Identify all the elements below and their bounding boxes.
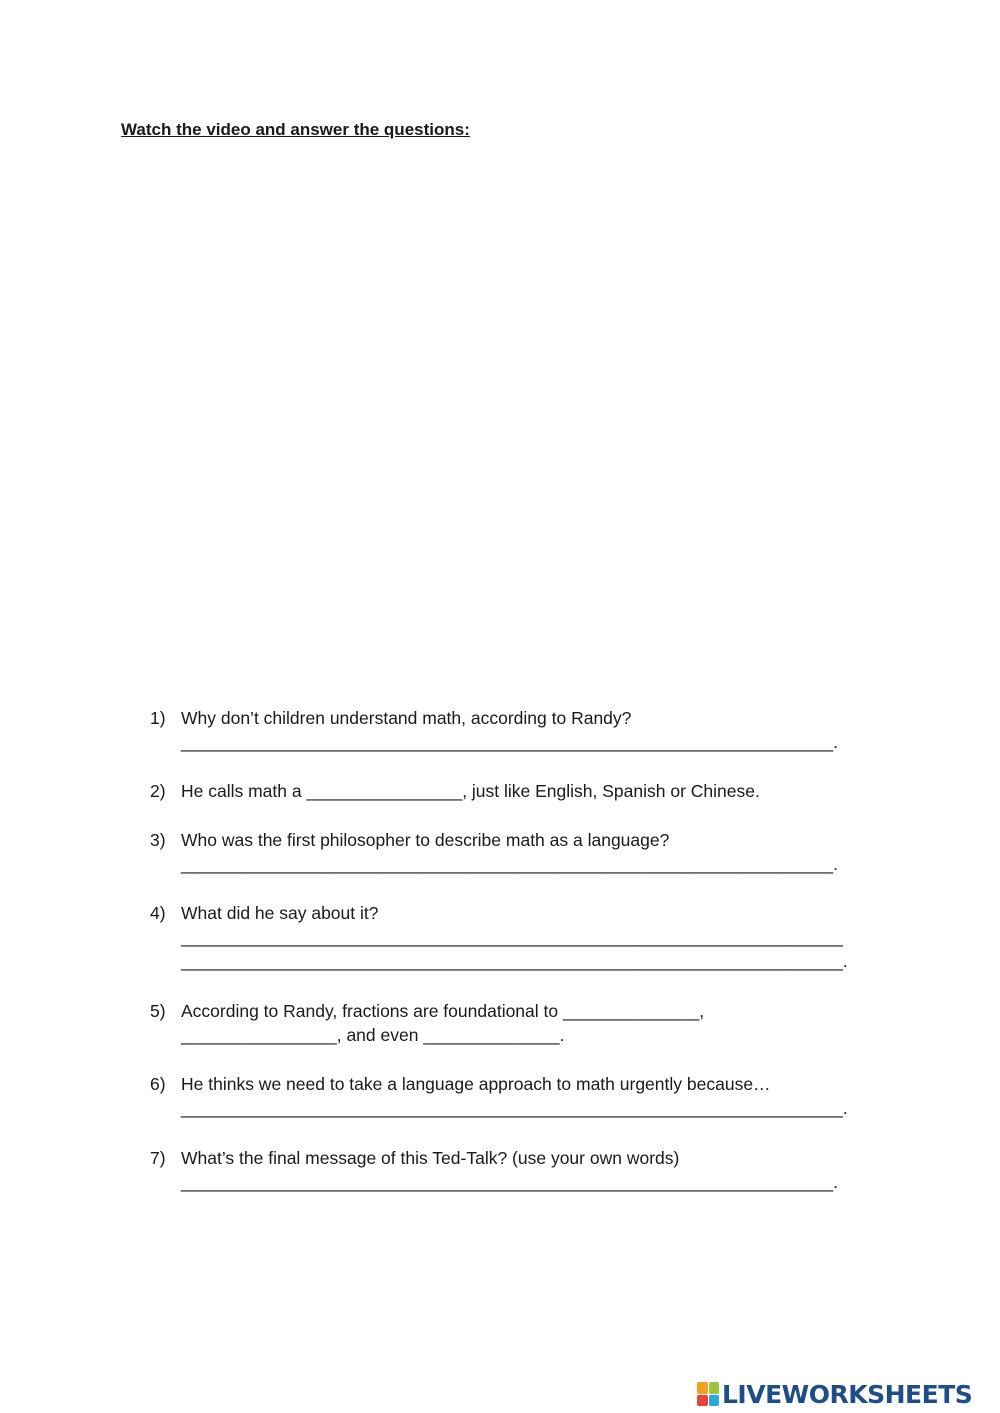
question-number: 5) (150, 1001, 166, 1021)
answer-line[interactable]: ___________________________________________________________________. (181, 1172, 838, 1192)
logo-block (709, 1395, 720, 1407)
answer-line[interactable]: ________________, and even ______________. (181, 1025, 565, 1045)
logo-block (697, 1382, 708, 1394)
liveworksheets-logo (697, 1378, 972, 1410)
question-6 (150, 1072, 848, 1120)
question-text: He thinks we need to take a language approach to math urgently because… (181, 1074, 771, 1094)
answer-line[interactable]: ____________________________________________________________________. (181, 1098, 848, 1118)
question-number: 2) (150, 781, 166, 801)
question-2 (150, 779, 760, 803)
question-4 (150, 901, 848, 973)
worksheet-heading: Watch the video and answer the questions: (121, 120, 470, 139)
logo-text: LIVEWORKSHEETS (722, 1379, 973, 1409)
question-text: Why don’t children understand math, according to Randy? (181, 708, 632, 728)
question-number: 4) (150, 903, 166, 923)
answer-line[interactable]: ____________________________________________________________________. (181, 951, 848, 971)
question-text: What’s the final message of this Ted-Talk? (use your own words) (181, 1148, 680, 1168)
question-number: 3) (150, 830, 166, 850)
question-text: Who was the first philosopher to describe math as a language? (181, 830, 670, 850)
question-number: 1) (150, 708, 166, 728)
question-text[interactable]: According to Randy, fractions are foundational to ______________, (181, 1001, 705, 1021)
question-7 (150, 1146, 838, 1194)
question-number: 7) (150, 1148, 166, 1168)
answer-line[interactable]: ___________________________________________________________________. (181, 732, 838, 752)
answer-line[interactable]: ____________________________________________________________________ (181, 927, 843, 947)
answer-line[interactable]: ___________________________________________________________________. (181, 854, 838, 874)
logo-block (709, 1382, 720, 1394)
question-1 (150, 706, 838, 754)
question-text[interactable]: He calls math a ________________, just like English, Spanish or Chinese. (181, 781, 760, 801)
logo-blocks-icon (697, 1382, 719, 1406)
logo-block (697, 1395, 708, 1407)
question-5 (150, 999, 704, 1047)
question-text: What did he say about it? (181, 903, 379, 923)
question-3 (150, 828, 838, 876)
question-number: 6) (150, 1074, 166, 1094)
